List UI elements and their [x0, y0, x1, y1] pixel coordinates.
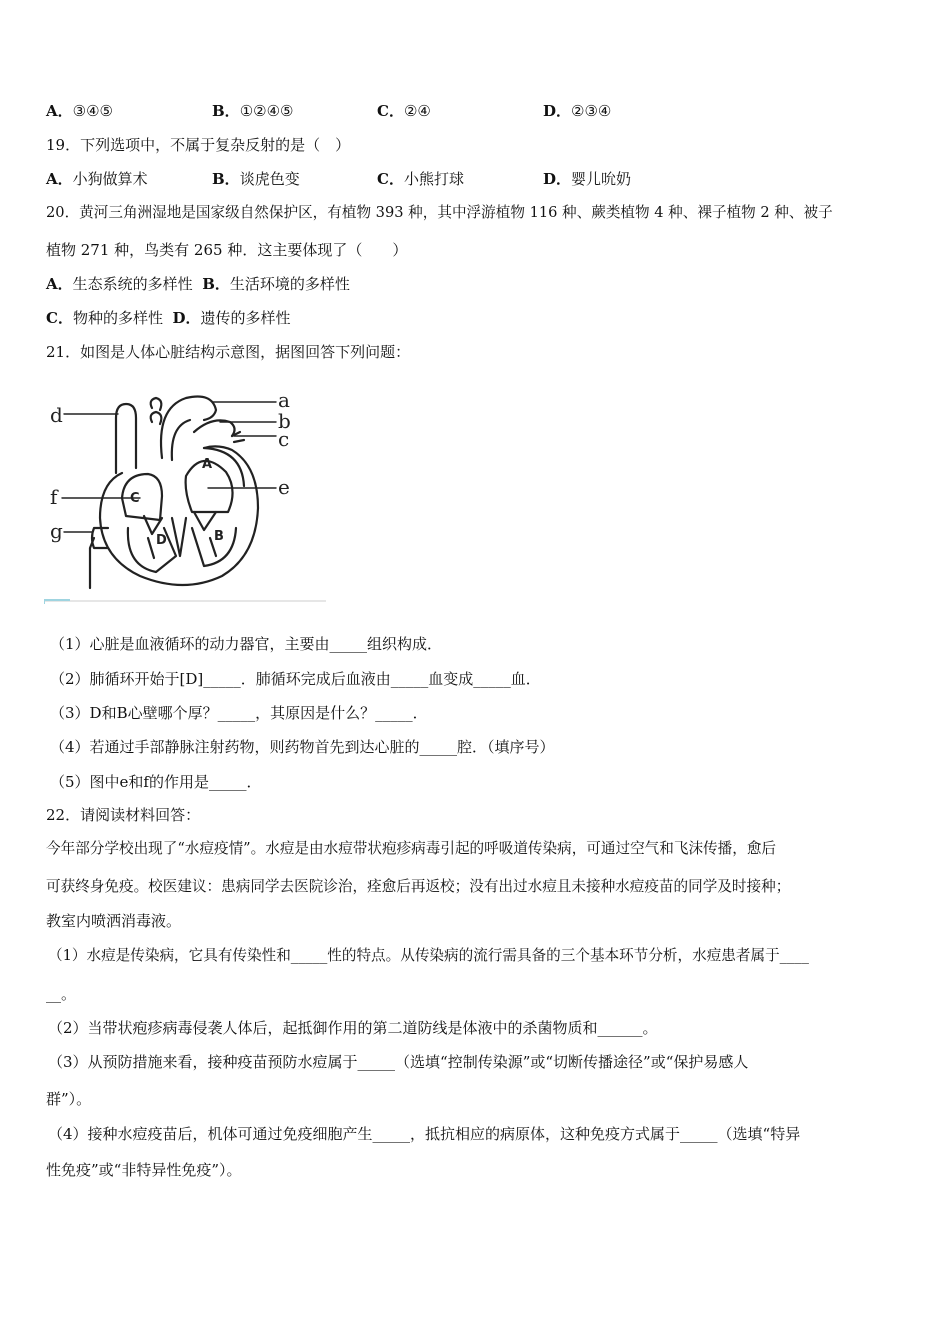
- chamber-c-label: C: [130, 491, 140, 506]
- q22-material-line3: 教室内喷洒消毒液。: [46, 912, 182, 930]
- chamber-a-label: A: [202, 457, 213, 472]
- q22-stem: 22．请阅读材料回答：: [46, 806, 201, 824]
- label-a: a: [278, 388, 290, 412]
- q22-material-line2: 可获终身免疫。校医建议：患病同学去医院诊治，痊愈后再返校；没有出过水痘且未接种水痘疫苗的同学及时接种；: [46, 878, 791, 895]
- q21-sub-3: （3）D和B心壁哪个厚？_____，其原因是什么？_____．: [50, 704, 428, 722]
- q22-sub-1-line1: （1）水痘是传染病，它具有传染性和_____性的特点。从传染病的流行需具备的三个基本环节分析，水痘患者属于____: [48, 947, 809, 964]
- q22-sub-3-line1: （3）从预防措施来看，接种疫苗预防水痘属于_____（选填“控制传染源”或“切断传播途径”或“保护易感人: [48, 1053, 749, 1071]
- q18-option-d: D．②③④: [543, 102, 612, 120]
- q22-sub-4-line2: 性免疫”或“非特异性免疫”）。: [46, 1161, 242, 1179]
- q19-option-d: D．婴儿吮奶: [543, 170, 632, 188]
- q20-options-ab: A．生态系统的多样性 B．生活环境的多样性: [46, 275, 350, 293]
- q21-sub-2: （2）肺循环开始于[D]_____．肺循环完成后血液由_____血变成_____血．: [50, 670, 541, 688]
- q20-stem-line1: 20．黄河三角洲湿地是国家级自然保护区，有植物 393 种，其中浮游植物 116 种、蕨类植物 4 种、裸子植物 2 种、被子: [46, 204, 833, 221]
- q22-sub-2: （2）当带状疱疹病毒侵袭人体后，起抵御作用的第二道防线是体液中的杀菌物质和______。: [48, 1019, 658, 1037]
- q19-option-b: B．谈虎色变: [212, 170, 300, 188]
- q19-stem: 19．下列选项中，不属于复杂反射的是（ ）: [46, 136, 351, 154]
- heart-diagram: [44, 388, 329, 606]
- label-c: c: [278, 427, 290, 451]
- q22-material-line1: 今年部分学校出现了“水痘疫情”。水痘是由水痘带状疱疹病毒引起的呼吸道传染病，可通过空气和飞沫传播，愈后: [46, 840, 777, 857]
- q22-sub-1-line2: __。: [46, 985, 77, 1003]
- q20-options-cd: C．物种的多样性 D．遗传的多样性: [46, 309, 291, 327]
- chamber-d-label: D: [156, 533, 167, 548]
- q18-option-c: C．②④: [377, 102, 431, 120]
- q22-sub-4-line1: （4）接种水痘疫苗后，机体可通过免疫细胞产生_____，抵抗相应的病原体，这种免疫方式属于_____（选填“特异: [48, 1125, 801, 1143]
- q18-option-a: A．③④⑤: [46, 102, 113, 120]
- label-b: b: [278, 409, 291, 433]
- q21-sub-5: （5）图中e和f的作用是_____．: [50, 773, 262, 791]
- q21-stem: 21．如图是人体心脏结构示意图，据图回答下列问题：: [46, 343, 411, 361]
- q21-sub-4: （4）若通过手部静脉注射药物，则药物首先到达心脏的_____腔．（填序号）: [50, 738, 555, 756]
- q21-sub-1: （1）心脏是血液循环的动力器官，主要由_____组织构成．: [50, 635, 443, 653]
- q18-option-b: B．①②④⑤: [212, 102, 294, 120]
- chamber-b-label: B: [214, 529, 224, 544]
- label-f: f: [50, 485, 58, 509]
- q19-option-a: A．小狗做算术: [46, 170, 148, 188]
- label-e: e: [278, 475, 290, 499]
- q20-stem-line2: 植物 271 种，鸟类有 265 种．这主要体现了（ ）: [46, 241, 408, 259]
- q22-sub-3-line2: 群”）。: [46, 1090, 92, 1108]
- label-d: d: [50, 403, 63, 427]
- label-g: g: [50, 519, 63, 543]
- q19-option-c: C．小熊打球: [377, 170, 464, 188]
